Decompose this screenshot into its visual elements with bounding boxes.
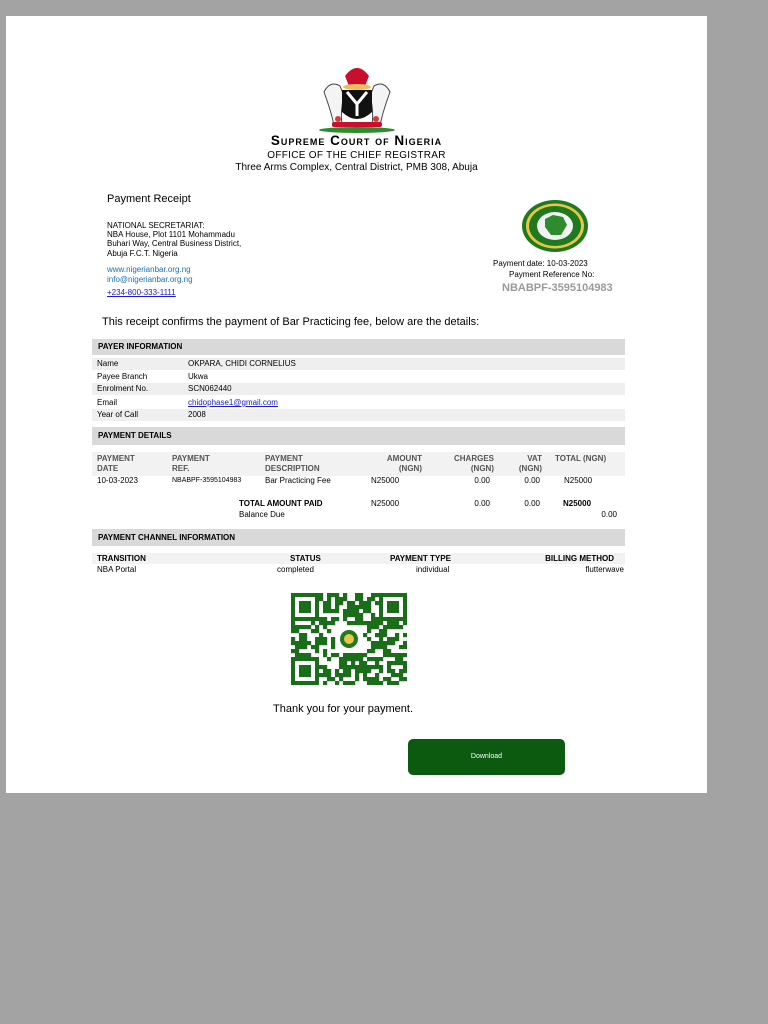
payment-date: Payment date: 10-03-2023 (493, 259, 588, 268)
col-transition: TRANSITION (97, 554, 146, 563)
table-row: Email chidophase1@gmail.com (97, 398, 278, 407)
table-row: Year of Call 2008 (92, 409, 625, 421)
enrolment-number: SCN062440 (188, 384, 232, 393)
office-title: OFFICE OF THE CHIEF REGISTRAR (267, 150, 446, 161)
row-vat: 0.00 (524, 476, 540, 485)
channel-payment-type: individual (416, 565, 450, 574)
col-payment-type: PAYMENT TYPE (390, 554, 451, 563)
table-row: Name OKPARA, CHIDI CORNELIUS (92, 358, 625, 370)
payment-channel-header: PAYMENT CHANNEL INFORMATION (92, 529, 625, 546)
channel-transition: NBA Portal (97, 565, 137, 574)
nba-seal-icon (521, 199, 589, 253)
payee-branch: Ukwa (188, 372, 209, 381)
payment-reference-label: Payment Reference No: (509, 270, 595, 279)
col-vat: VAT (NGN) (518, 454, 542, 473)
total-amount: N25000 (371, 499, 400, 508)
col-billing-method: BILLING METHOD (545, 554, 614, 563)
receipt-title: Payment Receipt (107, 193, 191, 205)
phone-link[interactable]: +234-800-333-1111 (107, 288, 176, 297)
row-total: N25000 (564, 476, 593, 485)
col-payment-date: PAYMENT DATE (97, 454, 135, 473)
table-row: Enrolment No. SCN062440 (92, 383, 625, 395)
website-link[interactable]: www.nigerianbar.org.ng (107, 265, 191, 274)
payment-reference: NBABPF-3595104983 (502, 282, 613, 294)
col-charges: CHARGES (NGN) (453, 454, 494, 473)
year-of-call: 2008 (188, 410, 206, 419)
payer-email-link[interactable]: chidophase1@gmail.com (188, 398, 278, 407)
col-status: STATUS (290, 554, 321, 563)
payer-info-header: PAYER INFORMATION (92, 339, 625, 355)
row-charges: 0.00 (474, 476, 490, 485)
col-amount: AMOUNT (NGN) (386, 454, 422, 473)
download-button[interactable]: Download (408, 739, 565, 775)
contact-links (107, 265, 193, 285)
row-payment-date: 10-03-2023 (97, 476, 138, 485)
balance-due-label: Balance Due (239, 510, 285, 519)
total-amount-paid-label: TOTAL AMOUNT PAID (239, 499, 323, 508)
court-name: Supreme Court of Nigeria (270, 133, 443, 148)
total-total: N25000 (563, 499, 592, 508)
email-link[interactable]: info@nigerianbar.org.ng (107, 275, 193, 284)
total-charges: 0.00 (474, 499, 490, 508)
channel-billing-method: flutterwave (585, 565, 624, 574)
court-address: Three Arms Complex, Central District, PMB 308, Abuja (235, 162, 478, 173)
channel-status: completed (277, 565, 314, 574)
balance-due-value: 0.00 (601, 510, 617, 519)
payer-name: OKPARA, CHIDI CORNELIUS (188, 359, 296, 368)
row-payment-ref: NBABPF-3595104983 (172, 477, 242, 484)
thank-you-text: Thank you for your payment. (273, 703, 414, 715)
row-payment-description: Bar Practicing Fee (265, 476, 331, 485)
receipt-page (6, 16, 707, 793)
col-payment-ref: PAYMENT REF. (172, 454, 210, 473)
secretariat-address: NATIONAL SECRETARIAT: NBA House, Plot 1101 Mohammadu Buhari Way, Central Business District, Abuja F.C.T. Nigeria (107, 221, 242, 258)
row-amount: N25000 (371, 476, 400, 485)
table-row: Payee Branch Ukwa (97, 372, 209, 381)
col-payment-description: PAYMENT DESCRIPTION (265, 454, 320, 473)
col-total: TOTAL (NGN) (555, 454, 607, 463)
qr-code-icon (291, 593, 407, 685)
confirmation-text: This receipt confirms the payment of Bar Practicing fee, below are the details: (102, 316, 480, 328)
total-vat: 0.00 (524, 499, 540, 508)
nigeria-coat-of-arms-icon (302, 62, 412, 134)
payment-details-header: PAYMENT DETAILS (92, 427, 625, 445)
